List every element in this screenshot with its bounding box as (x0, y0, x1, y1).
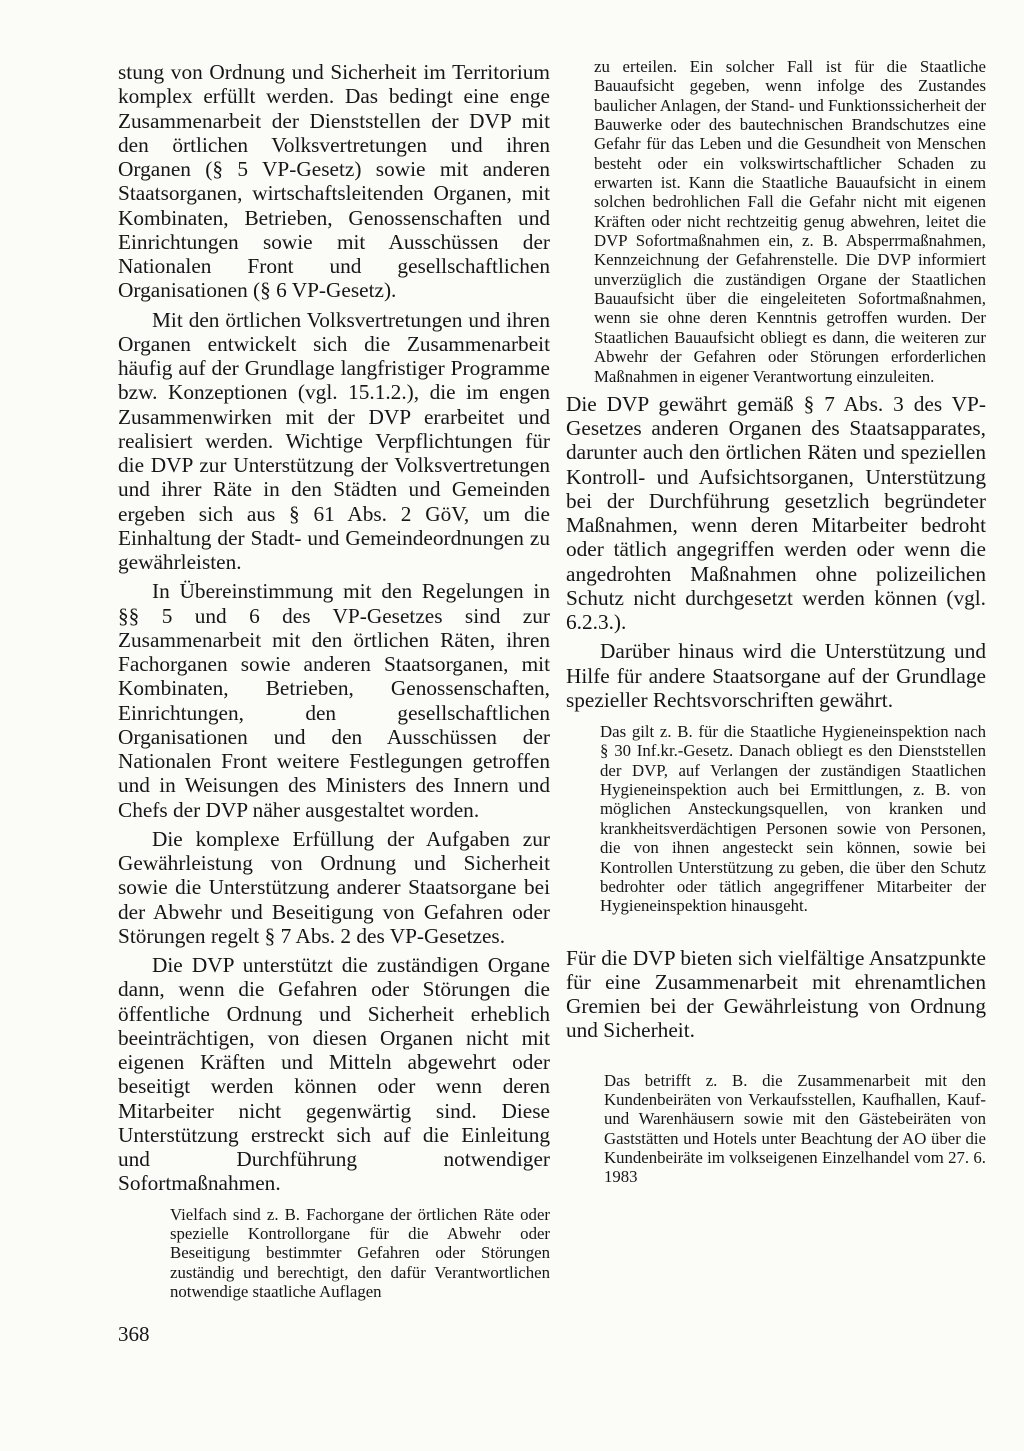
paragraph: Die DVP unterstützt die zuständigen Organe dann, wenn die Gefahren oder Störungen die öffentliche Ordnung und Sicherheit erheblich beeinträchtigen, von diesen Organen nicht mit eigenen Kräften und Mitteln abgewehrt oder beseitigt werden können oder wenn deren Mitarbeiter nicht gegenwärtig sind. Diese Unterstützung erstreckt sich auf die Einleitung und Durchführung notwendiger Sofortmaßnahmen. (118, 953, 550, 1196)
small-print-note: zu erteilen. Ein solcher Fall ist für die Staatliche Bauaufsicht gegeben, wenn infolge des Zustandes baulicher Anlagen, der Stand- und Funktionssicherheit der Bauwerke oder des bautechnischen Brandschutzes eine Gefahr für das Leben und die Gesundheit von Menschen besteht oder ein volkswirtschaftlicher Schaden zu erwarten ist. Kann die Staatliche Bauaufsicht in einem solchen bedrohlichen Fall die Gefahr nicht mit eigenen Kräften oder nicht rechtzeitig genug abwehren, leitet die DVP Sofortmaßnahmen ein, z. B. Absperrmaßnahmen, Kennzeichnung der Gefahrenstelle. Die DVP informiert unverzüglich die zuständigen Organe der Staatlichen Bauaufsicht über die eingeleiteten Sofortmaßnahmen, wenn sie ohne deren Kenntnis getroffen wurden. Der Staatlichen Bauaufsicht obliegt es dann, die weiteren zur Abwehr der Gefahren oder Störungen erforderlichen Maßnahmen in eigener Verantwortung einzuleiten. (594, 57, 986, 386)
paragraph: Die komplexe Erfüllung der Aufgaben zur Gewährleistung von Ordnung und Sicherheit sowie die Unterstützung anderer Staatsorgane bei der Abwehr und Beseitigung von Gefahren oder Störungen regelt § 7 Abs. 2 des VP-Gesetzes. (118, 826, 550, 948)
paragraph: Die DVP gewährt gemäß § 7 Abs. 3 des VP-Gesetzes anderen Organen des Staatsapparates, darunter auch den örtlichen Räten und speziellen Kontroll- und Aufsichtsorganen, Unterstützung bei der Durchführung gesetzlich begründeter Maßnahmen, wenn deren Mitarbeiter bedroht oder tätlich angegriffen werden oder wenn die angedrohten Maßnahmen ohne polizeilichen Schutz nicht durchgesetzt werden können (vgl. 6.2.3.). (566, 391, 986, 635)
page-number: 368 (118, 1322, 150, 1346)
paragraph: Mit den örtlichen Volksvertretungen und ihren Organen entwickelt sich die Zusammenarbeit häufig auf der Grundlage langfristiger Programme bzw. Konzeptionen (vgl. 15.1.2.), die im engen Zusammenwirken mit der DVP erarbeitet und realisiert werden. Wichtige Verpflichtungen für die DVP zur Unterstützung der Volksvertretungen und ihrer Räte in den Städten und Gemeinden ergeben sich aus § 61 Abs. 2 GöV, um die Einhaltung der Stadt- und Gemeindeordnungen zu gewährleisten. (118, 307, 550, 574)
paragraph: Für die DVP bieten sich vielfältige Ansatzpunkte für eine Zusammenarbeit mit ehrenamtlichen Gremien bei der Gewährleistung von Ordnung und Sicherheit. (566, 945, 986, 1043)
paragraph: In Übereinstimmung mit den Regelungen in §§ 5 und 6 des VP-Gesetzes sind zur Zusammenarbeit mit den örtlichen Räten, ihren Fachorganen sowie anderen Staatsorganen, mit Kombinaten, Betrieben, Genossenschaften, Einrichtungen, den gesellschaftlichen Organisationen und den Ausschüssen der Nationalen Front weitere Festlegungen getroffen und in Weisungen des Ministers des Innern und Chefs der DVP näher ausgestaltet worden. (118, 579, 550, 822)
small-print-note: Das gilt z. B. für die Staatliche Hygieneinspektion nach § 30 Inf.kr.-Gesetz. Danach obliegt es den Dienststellen der DVP, auf Verlangen der zuständigen Staatlichen Hygieneinspektion auch bei Ermittlungen, z. B. von möglichen Ansteckungsquellen, von kranken und krankheitsverdächtigen Personen sowie von Personen, die von ihnen angesteckt sein können, sowie bei Kontrollen Unterstützung zu geben, die über den Schutz bedrohter oder tätlich angegriffener Mitarbeiter der Hygieneinspektion hinausgeht. (600, 722, 986, 916)
paragraph: stung von Ordnung und Sicherheit im Territorium komplex erfüllt werden. Das bedingt eine enge Zusammenarbeit der Dienststellen der DVP mit den örtlichen Volksvertretungen und ihren Organen (§ 5 VP-Gesetz) sowie mit anderen Staatsorganen, wirtschaftsleitenden Organen, mit Kombinaten, Betrieben, Genossenschaften und Einrichtungen sowie mit Ausschüssen der Nationalen Front und gesellschaftlichen Organisationen (§ 6 VP-Gesetz). (118, 60, 550, 303)
left-column (118, 60, 550, 1301)
paragraph: Darüber hinaus wird die Unterstützung und Hilfe für andere Staatsorgane auf der Grundlage spezieller Rechtsvorschriften gewährt. (566, 639, 986, 712)
right-column (566, 57, 986, 1187)
small-print-note: Das betrifft z. B. die Zusammenarbeit mit den Kundenbeiräten von Verkaufsstellen, Kaufhallen, Kauf- und Warenhäusern sowie mit den Gästebeiräten von Gaststätten und Hotels unter Beachtung der AO über die Kundenbeiräte im volkseigenen Einzelhandel vom 27. 6. 1983 (604, 1070, 986, 1187)
small-print-note: Vielfach sind z. B. Fachorgane der örtlichen Räte oder spezielle Kontrollorgane für die Abwehr oder Beseitigung bestimmter Gefahren oder Störungen zuständig und berechtigt, den dafür Verantwortlichen notwendige staatliche Auflagen (170, 1204, 550, 1301)
